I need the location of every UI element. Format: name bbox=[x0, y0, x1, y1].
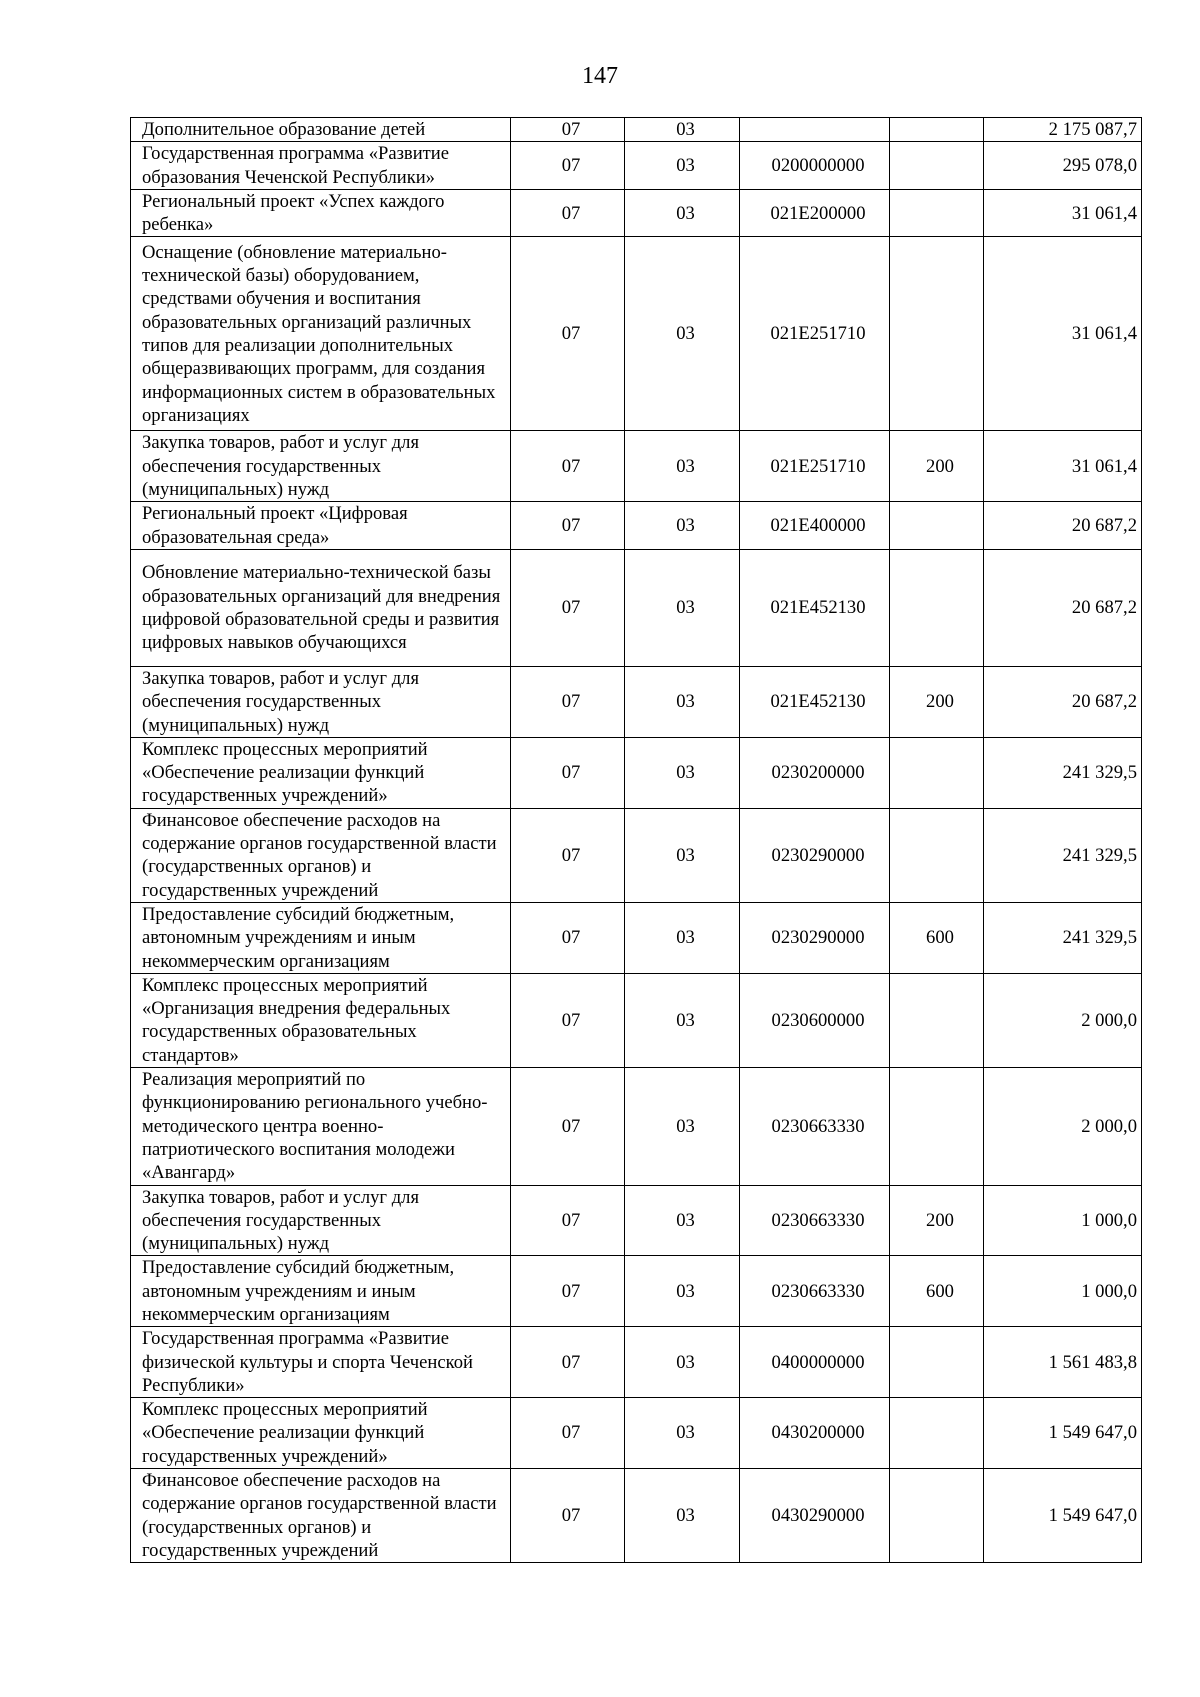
row-name: Комплекс процессных мероприятий «Обеспечение реализации функций государственных учреждений» bbox=[131, 737, 511, 808]
amount: 31 061,4 bbox=[984, 189, 1142, 237]
expense-type-code bbox=[890, 737, 984, 808]
table-row bbox=[131, 1068, 1142, 1185]
expense-type-code bbox=[890, 973, 984, 1067]
row-name: Региональный проект «Цифровая образовательная среда» bbox=[131, 502, 511, 550]
amount: 20 687,2 bbox=[984, 666, 1142, 737]
amount: 2 175 087,7 bbox=[984, 118, 1142, 142]
section-code: 07 bbox=[511, 1327, 625, 1398]
expense-type-code bbox=[890, 118, 984, 142]
target-article-code: 0230663330 bbox=[740, 1185, 890, 1256]
table-row bbox=[131, 666, 1142, 737]
table-row bbox=[131, 502, 1142, 550]
target-article-code: 0430200000 bbox=[740, 1398, 890, 1469]
section-code: 07 bbox=[511, 502, 625, 550]
target-article-code: 021E400000 bbox=[740, 502, 890, 550]
amount: 241 329,5 bbox=[984, 808, 1142, 902]
amount: 295 078,0 bbox=[984, 142, 1142, 190]
target-article-code: 021E452130 bbox=[740, 549, 890, 666]
subsection-code: 03 bbox=[625, 189, 740, 237]
expense-type-code: 200 bbox=[890, 431, 984, 502]
amount: 31 061,4 bbox=[984, 237, 1142, 431]
table-row bbox=[131, 1398, 1142, 1469]
target-article-code: 021E251710 bbox=[740, 431, 890, 502]
amount: 1 000,0 bbox=[984, 1185, 1142, 1256]
amount: 1 000,0 bbox=[984, 1256, 1142, 1327]
target-article-code: 0230290000 bbox=[740, 808, 890, 902]
section-code: 07 bbox=[511, 1068, 625, 1185]
section-code: 07 bbox=[511, 973, 625, 1067]
table-row bbox=[131, 189, 1142, 237]
amount: 241 329,5 bbox=[984, 737, 1142, 808]
expense-type-code bbox=[890, 1327, 984, 1398]
expense-type-code bbox=[890, 1398, 984, 1469]
expense-type-code bbox=[890, 1068, 984, 1185]
amount: 1 549 647,0 bbox=[984, 1398, 1142, 1469]
target-article-code: 0200000000 bbox=[740, 142, 890, 190]
row-name: Дополнительное образование детей bbox=[131, 118, 511, 142]
expense-type-code bbox=[890, 237, 984, 431]
table-row bbox=[131, 549, 1142, 666]
target-article-code: 0230290000 bbox=[740, 902, 890, 973]
subsection-code: 03 bbox=[625, 1256, 740, 1327]
subsection-code: 03 bbox=[625, 902, 740, 973]
subsection-code: 03 bbox=[625, 237, 740, 431]
expense-type-code bbox=[890, 189, 984, 237]
section-code: 07 bbox=[511, 666, 625, 737]
table-row bbox=[131, 431, 1142, 502]
row-name: Комплекс процессных мероприятий «Обеспечение реализации функций государственных учреждений» bbox=[131, 1398, 511, 1469]
section-code: 07 bbox=[511, 189, 625, 237]
row-name: Закупка товаров, работ и услуг для обеспечения государственных (муниципальных) нужд bbox=[131, 666, 511, 737]
budget-table bbox=[130, 117, 1142, 1563]
table-row bbox=[131, 1469, 1142, 1563]
target-article-code: 0230200000 bbox=[740, 737, 890, 808]
subsection-code: 03 bbox=[625, 549, 740, 666]
expense-type-code bbox=[890, 502, 984, 550]
table-row bbox=[131, 902, 1142, 973]
table-row bbox=[131, 737, 1142, 808]
table-row bbox=[131, 118, 1142, 142]
subsection-code: 03 bbox=[625, 1327, 740, 1398]
amount: 31 061,4 bbox=[984, 431, 1142, 502]
subsection-code: 03 bbox=[625, 1068, 740, 1185]
table-row bbox=[131, 237, 1142, 431]
row-name: Предоставление субсидий бюджетным, автономным учреждениям и иным некоммерческим организациям bbox=[131, 902, 511, 973]
subsection-code: 03 bbox=[625, 502, 740, 550]
section-code: 07 bbox=[511, 142, 625, 190]
amount: 2 000,0 bbox=[984, 973, 1142, 1067]
row-name: Реализация мероприятий по функционированию регионального учебно-методического центра военно-патриотического воспитания молодежи «Авангард» bbox=[131, 1068, 511, 1185]
target-article-code: 021E452130 bbox=[740, 666, 890, 737]
section-code: 07 bbox=[511, 1398, 625, 1469]
row-name: Оснащение (обновление материально-технической базы) оборудованием, средствами обучения и воспитания образовательных организаций различных типов для реализации дополнительных общеразвивающих программ, для создания информационных систем в образовательных организациях bbox=[131, 237, 511, 431]
subsection-code: 03 bbox=[625, 737, 740, 808]
row-name: Финансовое обеспечение расходов на содержание органов государственной власти (государственных органов) и государственных учреждений bbox=[131, 1469, 511, 1563]
row-name: Закупка товаров, работ и услуг для обеспечения государственных (муниципальных) нужд bbox=[131, 431, 511, 502]
target-article-code: 0430290000 bbox=[740, 1469, 890, 1563]
subsection-code: 03 bbox=[625, 973, 740, 1067]
target-article-code: 021E251710 bbox=[740, 237, 890, 431]
row-name: Финансовое обеспечение расходов на содержание органов государственной власти (государственных органов) и государственных учреждений bbox=[131, 808, 511, 902]
expense-type-code bbox=[890, 808, 984, 902]
amount: 241 329,5 bbox=[984, 902, 1142, 973]
section-code: 07 bbox=[511, 808, 625, 902]
table-row bbox=[131, 1185, 1142, 1256]
subsection-code: 03 bbox=[625, 431, 740, 502]
section-code: 07 bbox=[511, 237, 625, 431]
table-row bbox=[131, 142, 1142, 190]
row-name: Государственная программа «Развитие образования Чеченской Республики» bbox=[131, 142, 511, 190]
row-name: Государственная программа «Развитие физической культуры и спорта Чеченской Республики» bbox=[131, 1327, 511, 1398]
subsection-code: 03 bbox=[625, 118, 740, 142]
target-article-code: 021E200000 bbox=[740, 189, 890, 237]
table-row bbox=[131, 973, 1142, 1067]
table-row bbox=[131, 1256, 1142, 1327]
section-code: 07 bbox=[511, 549, 625, 666]
expense-type-code: 200 bbox=[890, 1185, 984, 1256]
row-name: Комплекс процессных мероприятий «Организация внедрения федеральных государственных образовательных стандартов» bbox=[131, 973, 511, 1067]
subsection-code: 03 bbox=[625, 808, 740, 902]
amount: 20 687,2 bbox=[984, 502, 1142, 550]
expense-type-code bbox=[890, 549, 984, 666]
target-article-code bbox=[740, 118, 890, 142]
subsection-code: 03 bbox=[625, 1469, 740, 1563]
amount: 1 561 483,8 bbox=[984, 1327, 1142, 1398]
target-article-code: 0230600000 bbox=[740, 973, 890, 1067]
section-code: 07 bbox=[511, 118, 625, 142]
amount: 1 549 647,0 bbox=[984, 1469, 1142, 1563]
section-code: 07 bbox=[511, 1469, 625, 1563]
section-code: 07 bbox=[511, 1185, 625, 1256]
expense-type-code bbox=[890, 1469, 984, 1563]
amount: 2 000,0 bbox=[984, 1068, 1142, 1185]
subsection-code: 03 bbox=[625, 142, 740, 190]
section-code: 07 bbox=[511, 1256, 625, 1327]
page-number: 147 bbox=[582, 63, 618, 89]
table-row bbox=[131, 808, 1142, 902]
expense-type-code: 600 bbox=[890, 902, 984, 973]
row-name: Предоставление субсидий бюджетным, автономным учреждениям и иным некоммерческим организациям bbox=[131, 1256, 511, 1327]
section-code: 07 bbox=[511, 902, 625, 973]
target-article-code: 0230663330 bbox=[740, 1256, 890, 1327]
subsection-code: 03 bbox=[625, 666, 740, 737]
section-code: 07 bbox=[511, 431, 625, 502]
row-name: Обновление материально-технической базы образовательных организаций для внедрения цифровой образовательной среды и развития цифровых навыков обучающихся bbox=[131, 549, 511, 666]
expense-type-code bbox=[890, 142, 984, 190]
row-name: Закупка товаров, работ и услуг для обеспечения государственных (муниципальных) нужд bbox=[131, 1185, 511, 1256]
amount: 20 687,2 bbox=[984, 549, 1142, 666]
target-article-code: 0230663330 bbox=[740, 1068, 890, 1185]
section-code: 07 bbox=[511, 737, 625, 808]
subsection-code: 03 bbox=[625, 1185, 740, 1256]
subsection-code: 03 bbox=[625, 1398, 740, 1469]
expense-type-code: 600 bbox=[890, 1256, 984, 1327]
table-row bbox=[131, 1327, 1142, 1398]
row-name: Региональный проект «Успех каждого ребенка» bbox=[131, 189, 511, 237]
target-article-code: 0400000000 bbox=[740, 1327, 890, 1398]
expense-type-code: 200 bbox=[890, 666, 984, 737]
